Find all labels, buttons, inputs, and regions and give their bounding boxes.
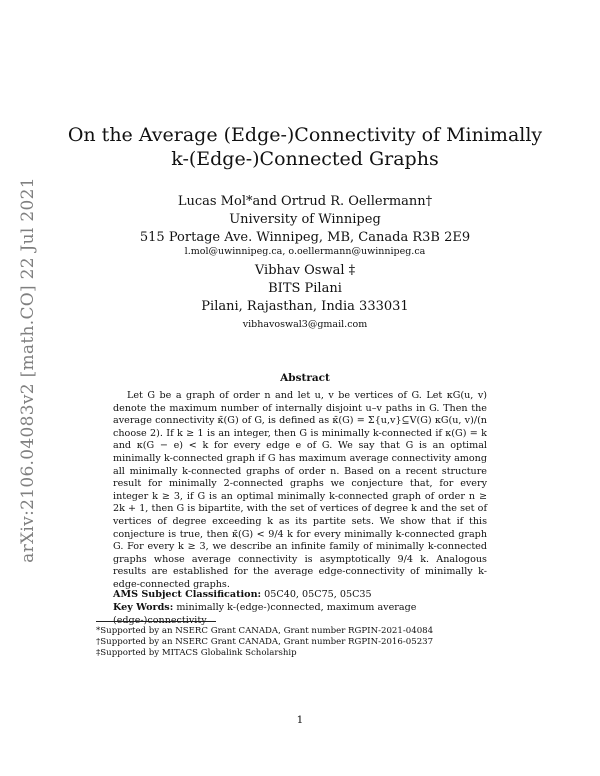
author-block-2 [60,262,550,316]
footnote-2: †Supported by an NSERC Grant CANADA, Grant number RGPIN-2016-05237 [96,637,434,647]
title-line-2: k-(Edge-)Connected Graphs [171,148,439,170]
page-number: 1 [296,714,304,726]
arxiv-identifier [8,160,48,580]
author-email-2: vibhavoswal3@gmail.com [242,319,368,330]
key-words-text: minimally k-(edge-)connected, maximum average (edge-)connectivity [113,602,417,626]
abstract-text: Let G be a graph of order n and let u, v be vertices of G. Let κG(u, v) denote the maximum number of internally disjoint u–v paths in G. Then the average connectivity κ̄(G) of G, is defined as κ̄(G) = Σ{u,v}⊆V(G) κG(u, v)/(n choose 2). If k ≥ 1 is an integer, then G is minimally k-connected if κ(G) = k and κ(G − e) < k for every edge e of G. We say that G is an optimal minimally k-connected graph if G has maximum average connectivity among all minimally k-connected graphs of order n. Based on a recent structure result for minimally 2-connected graphs we conjecture that, for every integer k ≥ 3, if G is an optimal minimally k-connected graph of order n ≥ 2k + 1, then G is bipartite, with the set of vertices of degree k and the set of vertices of degree exceeding k as its partite sets. We show that if this conjecture is true, then κ̄(G) < 9/4 k for every minimally k-connected graph G. For every k ≥ 3, we describe an infinite family of minimally k-connected graphs whose average connectivity is asymptotically 9/4 k. Analogous results are established for the average edge-connectivity of minimally k-edge-connected graphs. [113,390,487,590]
ams-codes: 05C40, 05C75, 05C35 [264,589,372,600]
footnote-3: ‡Supported by MITACS Globalink Scholarship [96,648,297,658]
author-emails-1: l.mol@uwinnipeg.ca, o.oellermann@uwinnipeg.ca [184,246,426,257]
affiliation-2-address: Pilani, Rajasthan, India 333031 [201,299,409,314]
ams-label: AMS Subject Classification: [113,589,262,600]
arxiv-identifier-text: arXiv:2106.04083v2 [math.CO] 22 Jul 2021 [18,177,38,563]
abstract-heading: Abstract [280,372,330,384]
key-words [113,602,503,627]
footnotes [96,626,516,659]
title-line-1: On the Average (Edge-)Connectivity of Minimally [67,124,543,146]
authors-line: Lucas Mol*and Ortrud R. Oellermann† [177,194,433,209]
footnote-rule [96,621,216,622]
paper-title [60,123,550,171]
footnote-1: *Supported by an NSERC Grant CANADA, Grant number RGPIN-2021-04084 [96,626,434,636]
ams-classification [113,589,493,602]
affiliation-2-name: BITS Pilani [268,281,342,296]
key-words-label: Key Words: [113,602,174,613]
affiliation-1-name: University of Winnipeg [229,212,381,227]
author-block-1 [60,193,550,247]
author-2-name: Vibhav Oswal ‡ [254,263,356,278]
affiliation-1-address: 515 Portage Ave. Winnipeg, MB, Canada R3B 2E9 [139,230,471,245]
